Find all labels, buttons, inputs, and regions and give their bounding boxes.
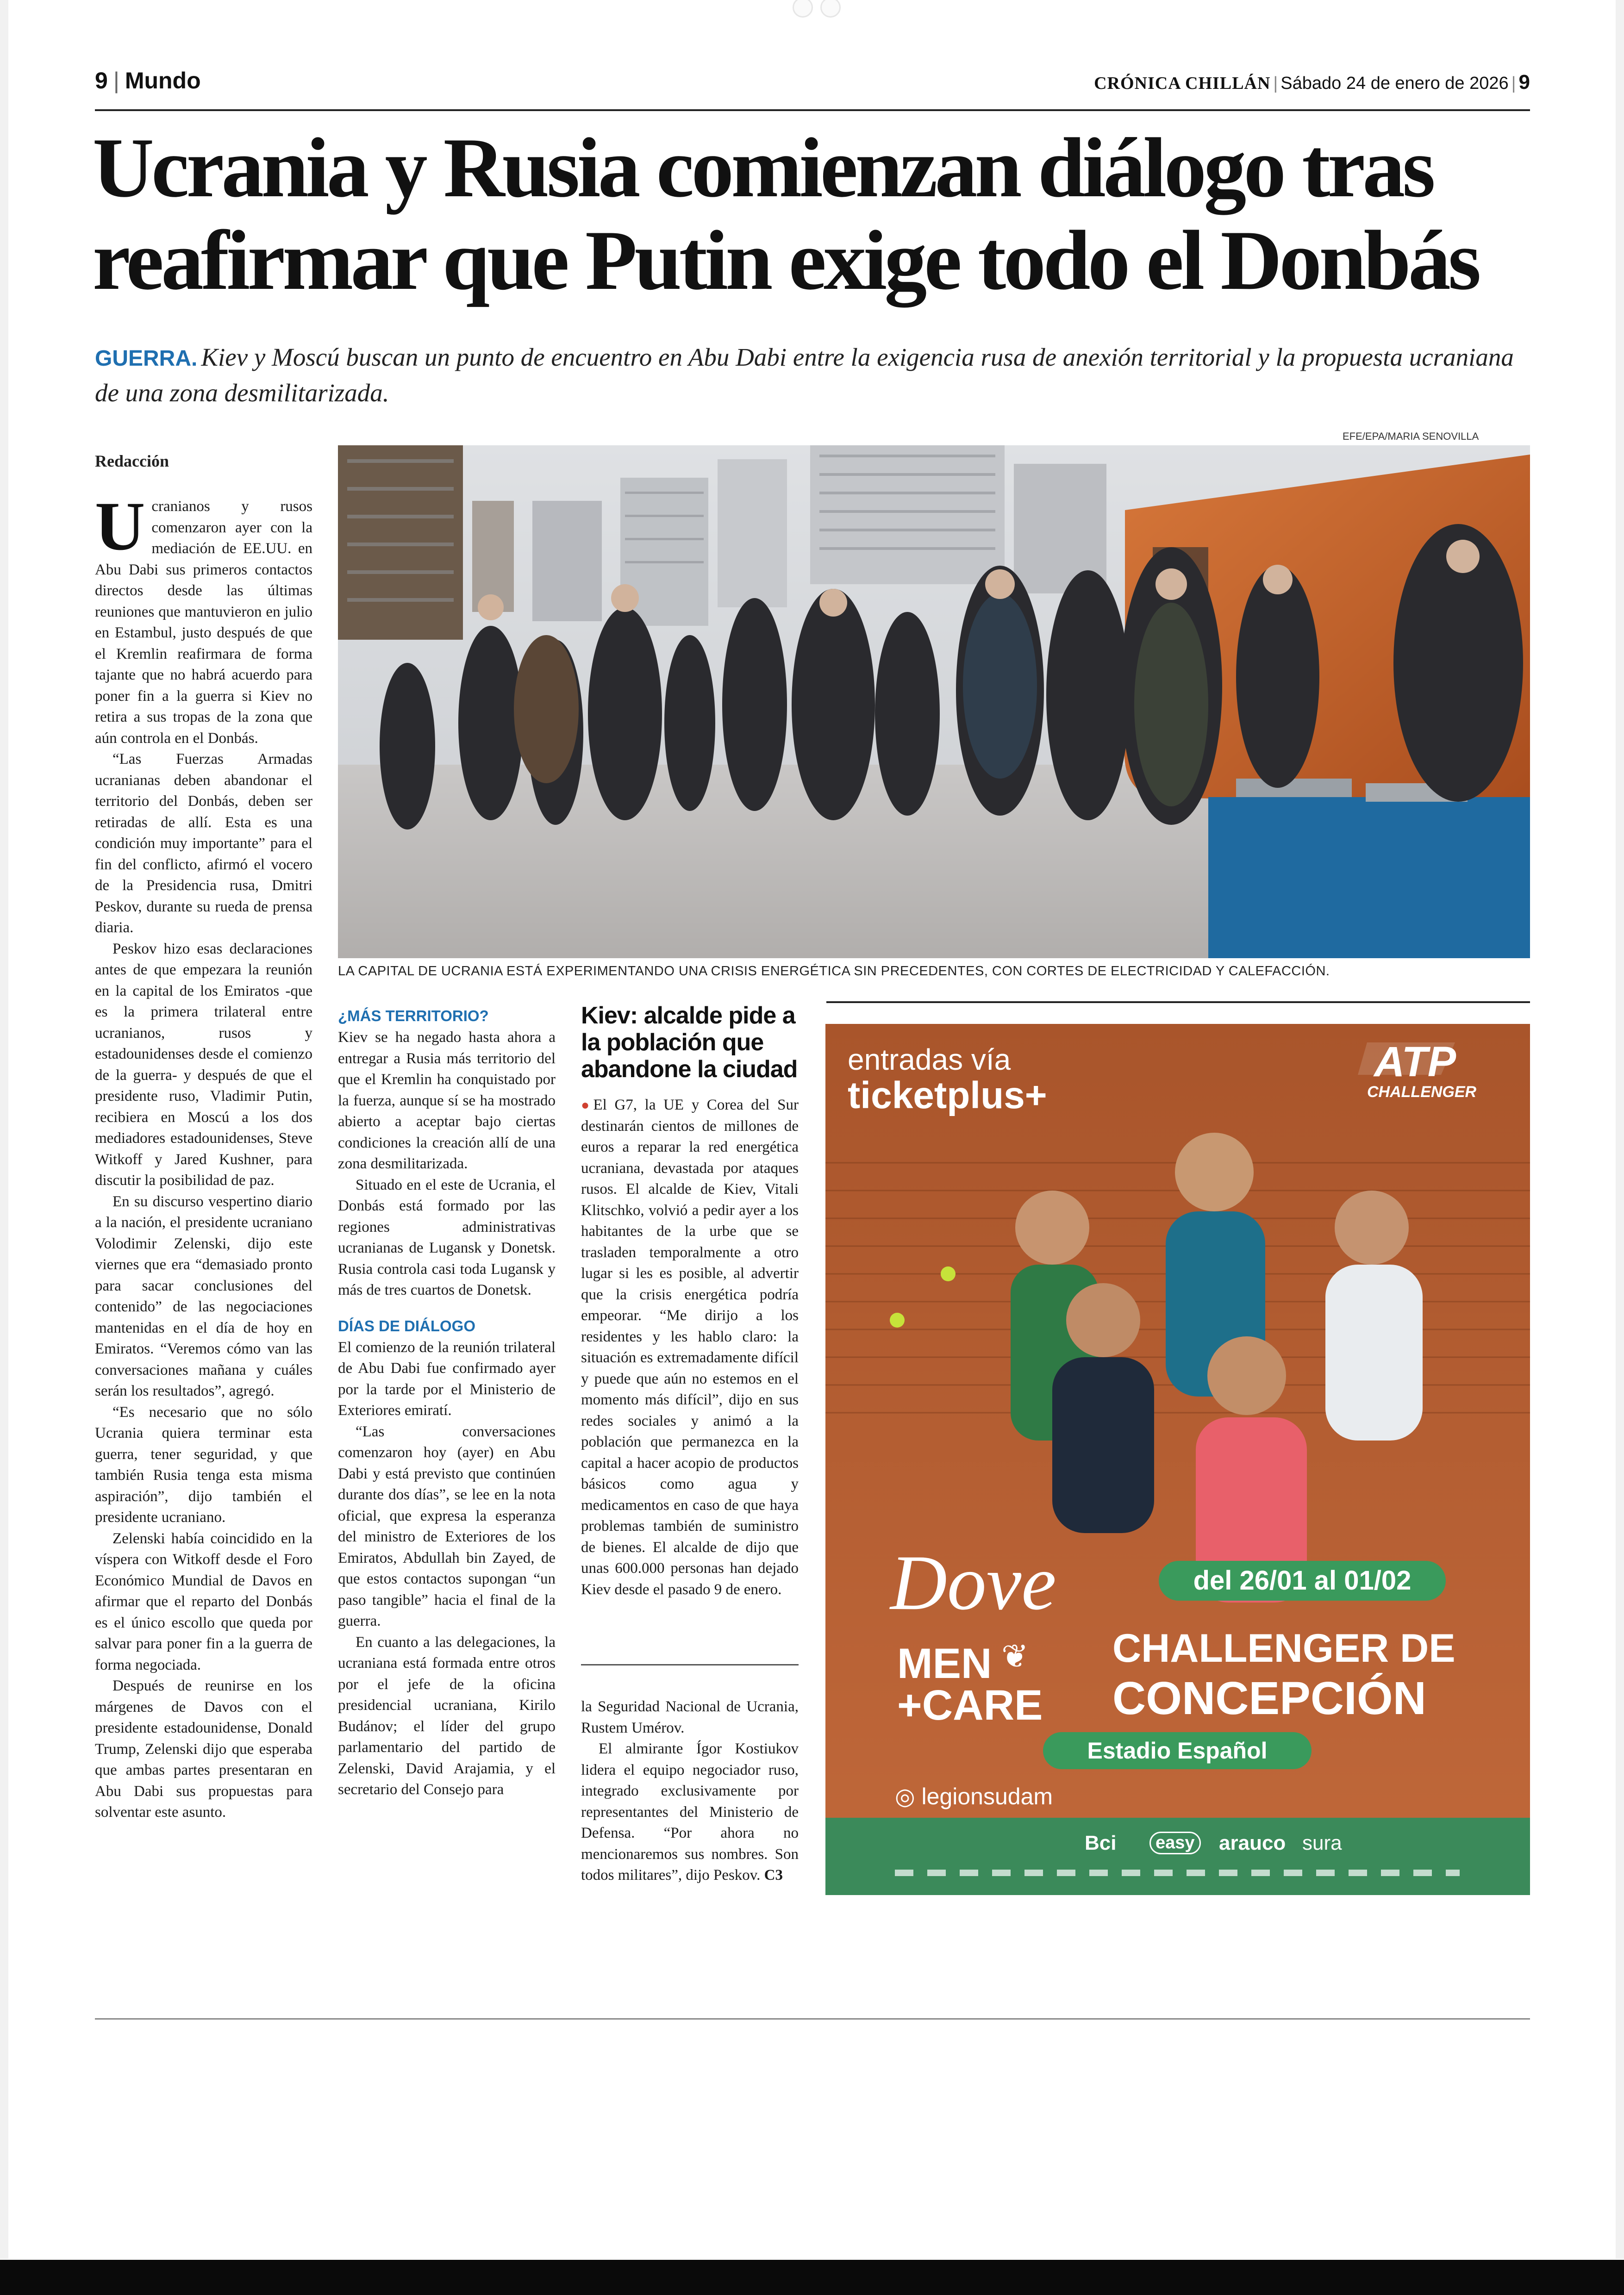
paragraph: “Es necesario que no sólo Ucrania quiera terminar esta guerra, tener seguridad, y que también Rusia tenga esta misma aspiración”, dijo también el presidente ucraniano. (95, 1403, 312, 1526)
viewer-page-dots[interactable] (782, 0, 847, 14)
deck-text: Kiev y Moscú buscan un punto de encuentro en Abu Dabi entre la exigencia rusa de anexión territorial y la propuesta ucraniana de una zona desmilitarizada. (95, 343, 1514, 407)
brand-sub-1: MEN (897, 1640, 992, 1687)
paragraph: El almirante Ígor Kostiukov lidera el equipo negociador ruso, integrado exclusivamente por representantes del Ministerio de Defensa. “Por ahora no mencionaremos sus nombres. Son todos militares”, dijo Peskov. C3 (581, 1740, 799, 1883)
ad-line-1: entradas vía (848, 1043, 1011, 1076)
stadium-badge: Estadio Español (1043, 1732, 1312, 1769)
sidebar-body (581, 1095, 799, 1600)
sponsor-arauco: arauco (1219, 1832, 1286, 1854)
header-rule (95, 109, 1530, 111)
page-number-left: 9 (95, 68, 108, 94)
next-page-dot[interactable] (820, 0, 841, 18)
section-label: 9 | Mundo (95, 68, 201, 94)
issue-date: Sábado 24 de enero de 2026 (1280, 74, 1509, 93)
newspaper-name: CRÓNICA CHILLÁN (1094, 74, 1271, 93)
paragraph: Después de reunirse en los márgenes de Davos con el presidente estadounidense, Donald Trump, Zelenski dijo que esperaba que ambas partes presentaran en Abu Dabi sus propuestas para solventar este asunto. (95, 1678, 312, 1821)
news-photo (338, 445, 1530, 958)
viewer-bottom-bar (0, 2260, 1624, 2295)
sponsor-band (825, 1818, 1530, 1895)
bottom-rule (95, 2018, 1530, 2020)
sidebar-text: El G7, la UE y Corea del Sur destinarán cientos de millones de euros a reparar la red energética ucraniana, devastada por ataques rusos. El alcalde de Kiev, Vitali Klitschko, volvió a pedir ayer a los habitantes de la urbe que se trasladen temporalmente a otro lugar si les es posible, al advertir que la crisis energética podría empeorar. “Me dirijo a los residentes y les hablo claro: la situación es extremadamente difícil y puede que aún no estemos en el momento más difícil”, dijo en sus redes sociales y animó a la población que permanezca en la capital a hacer acopio de productos básicos como agua y medicamentos en caso de que haya problemas también de suministro de bienes. El alcalde de dijo que unas 600.000 personas han dejado Kiev desde el pasado 9 de enero. (581, 1097, 799, 1598)
instagram-handle[interactable]: ◎ legionsudam (895, 1784, 1053, 1809)
article-column-1 (95, 488, 312, 1823)
bullet-icon: ● (581, 1098, 593, 1113)
food-table (1208, 797, 1530, 958)
instagram-icon: ◎ (895, 1784, 922, 1809)
page-number-right: 9 (1518, 71, 1530, 94)
ad-top-rule (826, 1001, 1530, 1003)
atp-logo: ATP (1374, 1038, 1456, 1085)
event-dates: del 26/01 al 01/02 (1159, 1561, 1446, 1601)
prev-page-dot[interactable] (793, 0, 813, 18)
sponsor-easy: easy (1149, 1832, 1201, 1854)
paragraph: En cuanto a las delegaciones, la ucraniana está formada entre otros por el jefe de la oficina presidencial ucraniana, Kirilo Budánov; el líder del grupo parlamentario del partido de Zelenski, David Arajamia, y el secretario del Consejo para (338, 1634, 556, 1798)
byline: Redacción (95, 452, 169, 470)
section-name: Mundo (125, 68, 201, 94)
article-column-3 (581, 1696, 799, 1886)
page-header (95, 67, 1530, 100)
paragraph: “Las Fuerzas Armadas ucranianas deben abandonar el territorio del Donbás, deben ser retiradas de allí. Esta es una condición muy importante” para el fin del conflicto, afirmó el vocero de la Presidencia rusa, Dmitri Peskov, durante su rueda de prensa diaria. (95, 751, 312, 936)
brand-sub-2: +CARE (897, 1682, 1043, 1729)
paragraph: Situado en el este de Ucrania, el Donbás está formado por las regiones administrativas ucranianas de Lugansk y Donetsk. Rusia controla casi toda Lugansk y más de tres cuartos de Donetsk. (338, 1176, 556, 1298)
dove-logo: Dove (890, 1539, 1056, 1626)
sponsor-logos-row (895, 1870, 1460, 1876)
sidebar-rule (581, 1664, 799, 1665)
photo-caption: LA CAPITAL DE UCRANIA ESTÁ EXPERIMENTANDO UNA CRISIS ENERGÉTICA SIN PRECEDENTES, CON CORTES DE ELECTRICIDAD Y CALEFACCIÓN. (338, 964, 1330, 979)
drop-cap: U (95, 488, 145, 565)
page-margin-right (1616, 0, 1624, 2259)
subhead: DÍAS DE DIÁLOGO (338, 1317, 476, 1335)
end-mark: C3 (764, 1867, 783, 1883)
article-column-2 (338, 1002, 556, 1801)
event-title-1: CHALLENGER DE (1112, 1626, 1455, 1671)
sidebar-title: Kiev: alcalde pide a la población que abandone la ciudad (581, 1002, 798, 1083)
paragraph: “Las conversaciones comenzaron hoy (ayer) en Abu Dabi y está previsto que continúen durante dos días”, se lee en la nota oficial, que expresa la esperanza del ministro de Exteriores de los Emiratos, Abdullah bin Zayed, de que estos contactos supongan “un paso tangible” hacia el final de la guerra. (338, 1423, 556, 1629)
paragraph: Kiev se ha negado hasta ahora a entregar a Rusia más territorio del que el Kremlin ha conquistado por la fuerza, aunque sí se ha mostrado abierto a aceptar bajo ciertas condiciones la creación allí de una zona desmilitarizada. (338, 1029, 556, 1172)
paragraph: El comienzo de la reunión trilateral de Abu Dabi fue confirmado ayer por la tarde por el Ministerio de Exteriores emiratí. (338, 1339, 556, 1419)
page-margin-left (0, 0, 8, 2259)
advertisement[interactable] (825, 1024, 1530, 1895)
sponsor-bci: Bci (1085, 1832, 1117, 1854)
dove-bird-icon: ❦ (1001, 1638, 1029, 1674)
subhead: ¿MÁS TERRITORIO? (338, 1007, 489, 1024)
paragraph: cranianos y rusos comenzaron ayer con la mediación de EE.UU. en Abu Dabi sus primeros contactos directos desde las últimas reuniones que mantuvieron en julio en Estambul, justo después de que el Kremlin reafirmara de forma tajante que no habrá acuerdo para poner fin a la guerra si Kiev no retira a sus tropas de la zona que aún controla en el Donbás. (95, 498, 312, 747)
paragraph: En su discurso vespertino diario a la nación, el presidente ucraniano Volodimir Zelenski, dijo este viernes que era “demasiado pronto para sacar conclusiones del contenido” de las negociaciones mantenidas en el día de hoy en Emiratos. “Veremos cómo van las conversaciones mañana y cuáles serán los resultados”, agregó. (95, 1193, 312, 1399)
paragraph: Zelenski había coincidido en la víspera con Witkoff desde el Foro Económico Mundial de Davos en afirmar que el reparto del Donbás es el único escollo que queda por salvar para poner fin a la guerra de forma negociada. (95, 1530, 312, 1673)
sponsor-sura: sura (1302, 1832, 1342, 1854)
deck (95, 340, 1530, 410)
event-title-2: CONCEPCIÓN (1112, 1672, 1426, 1724)
deck-kicker: GUERRA. (95, 346, 198, 371)
atp-challenger-label: CHALLENGER (1367, 1083, 1477, 1101)
paragraph: Peskov hizo esas declaraciones antes de que empezara la reunión en la capital de los Emiratos -que es la primera trilateral entre ucranianos, rusos y estadounidenses desde el comienzo de la guerra- y después de que el presidente ruso, Vladimir Putin, recibiera en Moscú a los dos mediadores estadounidenses, Steve Witkoff y Jared Kushner, para discutir la posibilidad de paz. (95, 940, 312, 1189)
ticketplus-logo[interactable]: ticketplus+ (848, 1074, 1047, 1116)
paragraph: la Seguridad Nacional de Ucrania, Rustem Umérov. (581, 1698, 799, 1736)
photo-credit: EFE/EPA/MARIA SENOVILLA (1343, 430, 1479, 442)
headline: Ucrania y Rusia comienzan diálogo tras reafirmar que Putin exige todo el Donbás (93, 120, 1479, 307)
masthead-info: CRÓNICA CHILLÁN | Sábado 24 de enero de 2026 | 9 (1094, 71, 1530, 94)
